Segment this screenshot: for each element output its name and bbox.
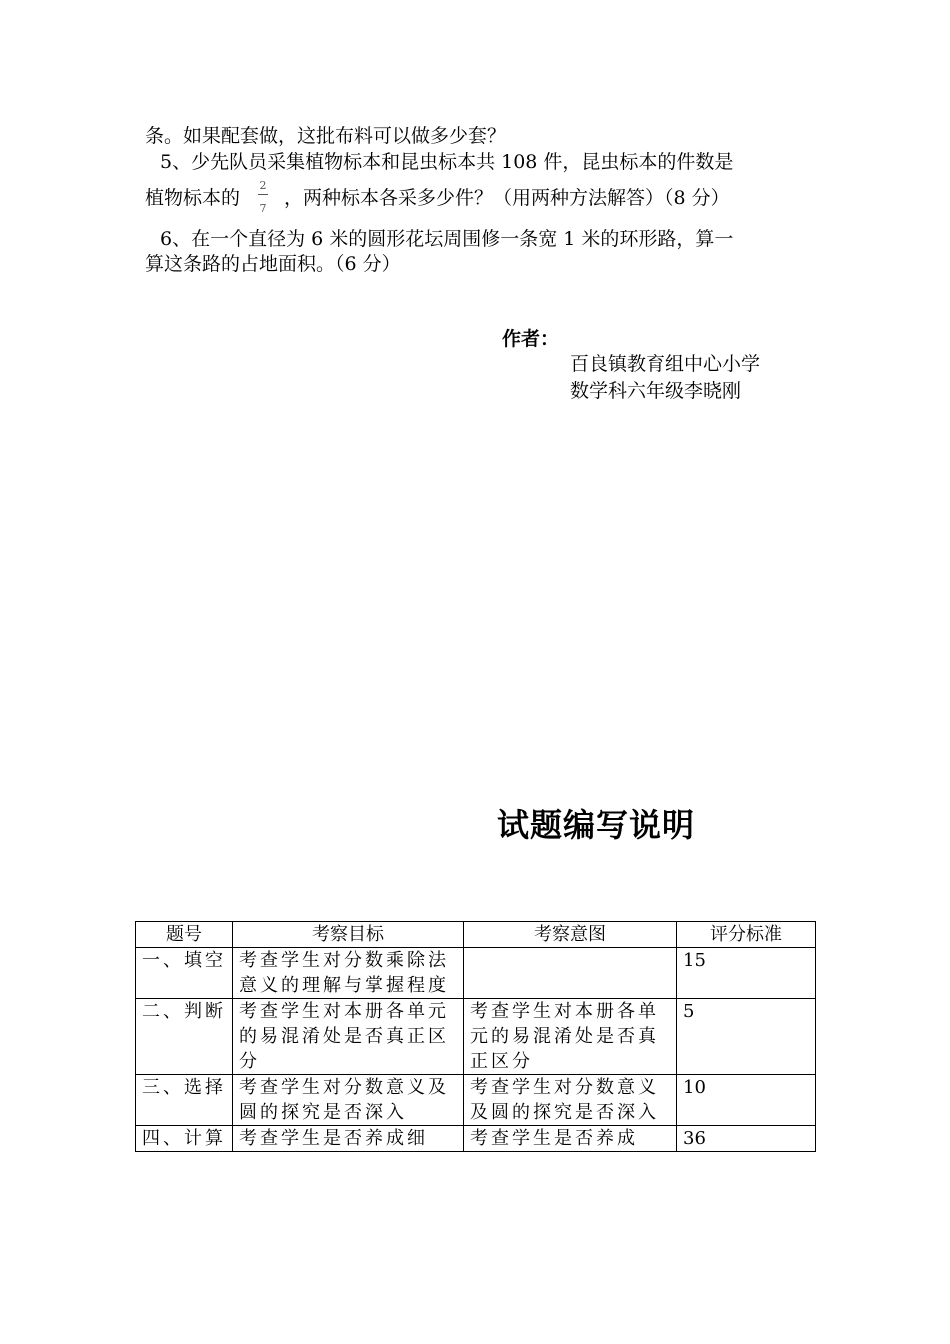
cell-goal: 考查学生对分数乘除法意义的理解与掌握程度	[233, 948, 464, 999]
table-row	[136, 999, 816, 1075]
cell-question-no: 一、填空	[136, 948, 233, 999]
cell-score: 36	[677, 1126, 816, 1152]
spec-table	[135, 921, 816, 1152]
header-goal: 考察目标	[233, 922, 464, 948]
question-4-continuation: 条。如果配套做，这批布料可以做多少套？	[145, 125, 507, 147]
table-row	[136, 1126, 816, 1152]
fraction-bar	[258, 194, 268, 195]
cell-question-no: 三、选择	[136, 1075, 233, 1126]
question-6-line-2: 算这条路的占地面积。（6 分）	[145, 253, 401, 275]
author-school: 百良镇教育组中心小学	[570, 353, 761, 375]
author-label: 作者：	[502, 328, 560, 350]
cell-intent: 考查学生对本册各单元的易混淆处是否真正区分	[464, 999, 677, 1075]
question-5-line-1: 5、少先队员采集植物标本和昆虫标本共 108 件，昆虫标本的件数是	[160, 151, 734, 173]
cell-intent: 考查学生是否养成	[464, 1126, 677, 1152]
cell-question-no: 二、判断	[136, 999, 233, 1075]
table-row	[136, 948, 816, 999]
cell-score: 10	[677, 1075, 816, 1126]
cell-goal: 考查学生对本册各单元的易混淆处是否真正区分	[233, 999, 464, 1075]
table-header-row	[136, 922, 816, 948]
cell-score: 5	[677, 999, 816, 1075]
cell-score: 15	[677, 948, 816, 999]
question-5-line-2b: ，两种标本各采多少件？（用两种方法解答）（8 分）	[284, 187, 730, 209]
fraction-numerator: 2	[259, 179, 267, 192]
cell-question-no: 四、计算	[136, 1126, 233, 1152]
question-5-line-2a: 植物标本的	[145, 187, 241, 209]
cell-intent	[464, 948, 677, 999]
header-intent: 考察意图	[464, 922, 677, 948]
cell-goal: 考查学生是否养成细	[233, 1126, 464, 1152]
author-name: 数学科六年级李晓刚	[570, 380, 742, 402]
header-score: 评分标准	[677, 922, 816, 948]
section-title: 试题编写说明	[497, 806, 696, 844]
fraction-denominator: 7	[259, 202, 267, 215]
cell-goal: 考查学生对分数意义及圆的探究是否深入	[233, 1075, 464, 1126]
table-row	[136, 1075, 816, 1126]
question-6-line-1: 6、在一个直径为 6 米的圆形花坛周围修一条宽 1 米的环形路，算一	[160, 228, 734, 250]
header-question-no: 题号	[136, 922, 233, 948]
cell-intent: 考查学生对分数意义及圆的探究是否深入	[464, 1075, 677, 1126]
